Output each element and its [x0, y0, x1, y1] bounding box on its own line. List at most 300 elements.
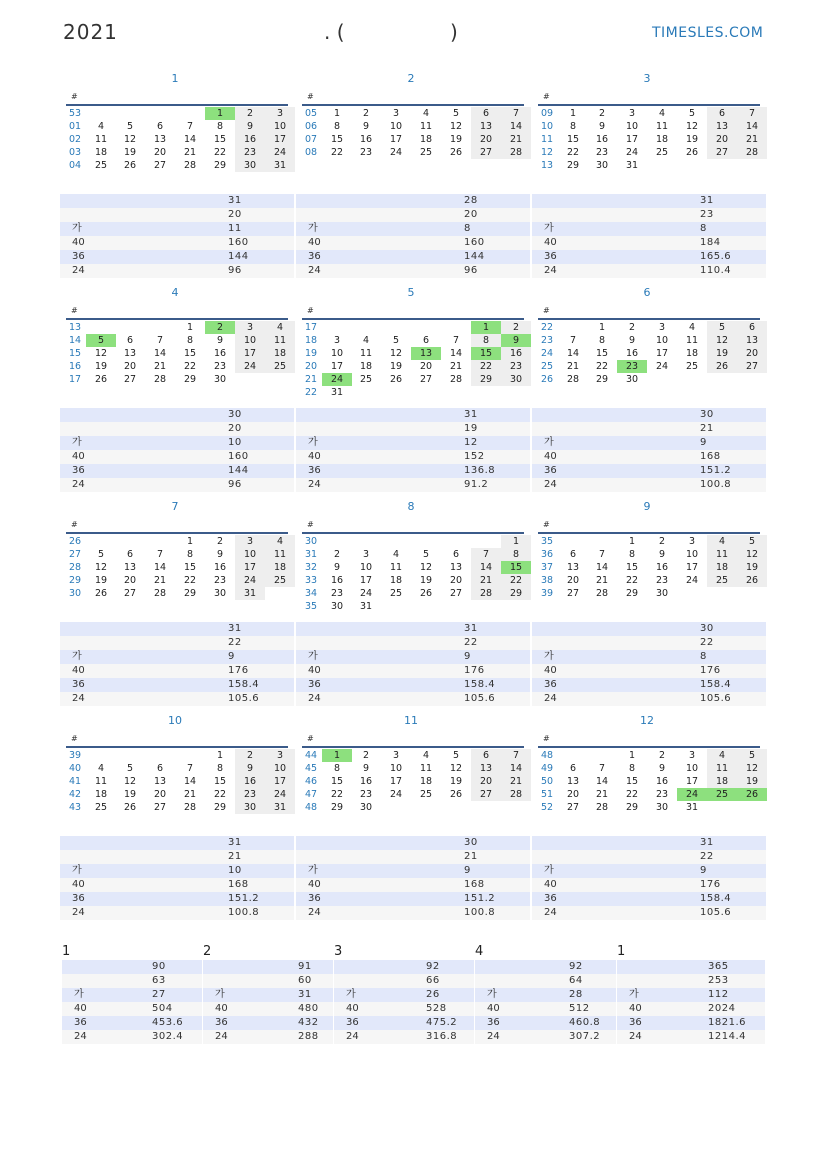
- day-cell[interactable]: 20: [471, 775, 501, 788]
- day-cell[interactable]: 21: [737, 133, 767, 146]
- day-cell[interactable]: 6: [707, 107, 737, 120]
- day-cell[interactable]: 10: [685, 763, 699, 774]
- month-name[interactable]: 3: [643, 72, 651, 85]
- day-cell[interactable]: 8: [216, 121, 224, 132]
- day-cell[interactable]: 16: [595, 134, 609, 145]
- day-cell[interactable]: 28: [595, 802, 609, 813]
- day-cell[interactable]: 16: [625, 348, 639, 359]
- day-cell[interactable]: 9: [362, 121, 370, 132]
- day-cell[interactable]: 4: [422, 750, 430, 761]
- day-cell[interactable]: 31: [330, 387, 344, 398]
- day-cell[interactable]: 5: [688, 108, 696, 119]
- day-cell[interactable]: 24: [235, 574, 265, 587]
- day-cell[interactable]: 23: [501, 360, 531, 373]
- day-cell[interactable]: 28: [501, 146, 531, 159]
- day-cell[interactable]: 4: [265, 535, 295, 548]
- day-cell[interactable]: 7: [501, 749, 531, 762]
- day-cell[interactable]: 2: [235, 749, 265, 762]
- day-cell[interactable]: 17: [685, 776, 699, 787]
- day-cell[interactable]: 24: [677, 788, 707, 801]
- day-cell[interactable]: 31: [359, 601, 373, 612]
- day-cell[interactable]: 13: [123, 348, 137, 359]
- day-cell[interactable]: 15: [566, 134, 580, 145]
- day-cell[interactable]: 28: [449, 374, 463, 385]
- day-cell[interactable]: 17: [389, 776, 403, 787]
- day-cell[interactable]: 4: [265, 321, 295, 334]
- month-name[interactable]: 4: [171, 286, 179, 299]
- day-cell[interactable]: 16: [213, 348, 227, 359]
- day-cell[interactable]: 12: [94, 348, 108, 359]
- day-cell[interactable]: 27: [123, 588, 137, 599]
- day-cell[interactable]: 9: [216, 549, 224, 560]
- day-cell[interactable]: 23: [359, 789, 373, 800]
- day-cell[interactable]: 11: [707, 762, 737, 775]
- day-cell[interactable]: 4: [362, 335, 370, 346]
- day-cell[interactable]: 28: [566, 374, 580, 385]
- month-name[interactable]: 11: [404, 714, 418, 727]
- day-cell[interactable]: 12: [707, 334, 737, 347]
- day-cell[interactable]: 19: [737, 561, 767, 574]
- month-name[interactable]: 12: [640, 714, 654, 727]
- day-cell[interactable]: 11: [265, 548, 295, 561]
- day-cell[interactable]: 24: [655, 361, 669, 372]
- day-cell[interactable]: 6: [422, 335, 430, 346]
- day-cell[interactable]: 10: [235, 334, 265, 347]
- day-cell[interactable]: 12: [389, 348, 403, 359]
- day-cell[interactable]: 18: [265, 347, 295, 360]
- day-cell[interactable]: 9: [362, 763, 370, 774]
- day-cell[interactable]: 15: [213, 134, 227, 145]
- day-cell[interactable]: 27: [471, 146, 501, 159]
- month-name[interactable]: 7: [171, 500, 179, 513]
- day-cell[interactable]: 30: [501, 373, 531, 386]
- day-cell[interactable]: 10: [265, 762, 295, 775]
- day-cell[interactable]: 9: [235, 120, 265, 133]
- day-cell[interactable]: 2: [628, 322, 636, 333]
- day-cell[interactable]: 22: [566, 147, 580, 158]
- month-name[interactable]: 8: [407, 500, 415, 513]
- day-cell[interactable]: 1: [501, 535, 531, 548]
- day-cell[interactable]: 20: [123, 575, 137, 586]
- day-cell[interactable]: 6: [156, 121, 164, 132]
- day-cell[interactable]: 14: [566, 348, 580, 359]
- day-cell[interactable]: 19: [449, 776, 463, 787]
- day-cell[interactable]: 6: [126, 549, 134, 560]
- day-cell[interactable]: 26: [419, 588, 433, 599]
- day-cell[interactable]: 11: [419, 121, 433, 132]
- day-cell[interactable]: 22: [625, 575, 639, 586]
- day-cell[interactable]: 11: [685, 335, 699, 346]
- day-cell[interactable]: 18: [359, 361, 373, 372]
- day-cell[interactable]: 18: [419, 134, 433, 145]
- day-cell[interactable]: 25: [685, 361, 699, 372]
- day-cell[interactable]: 17: [265, 133, 295, 146]
- day-cell[interactable]: 27: [419, 374, 433, 385]
- day-cell[interactable]: 15: [183, 348, 197, 359]
- day-cell[interactable]: 13: [123, 562, 137, 573]
- day-cell[interactable]: 26: [94, 588, 108, 599]
- day-cell[interactable]: 16: [330, 575, 344, 586]
- day-cell[interactable]: 17: [330, 361, 344, 372]
- day-cell[interactable]: 4: [707, 749, 737, 762]
- day-cell[interactable]: 9: [216, 335, 224, 346]
- day-cell[interactable]: 24: [359, 588, 373, 599]
- day-cell[interactable]: 12: [123, 134, 137, 145]
- day-cell[interactable]: 19: [94, 575, 108, 586]
- day-cell[interactable]: 27: [737, 360, 767, 373]
- day-cell[interactable]: 7: [452, 335, 460, 346]
- day-cell[interactable]: 25: [359, 374, 373, 385]
- day-cell[interactable]: 23: [617, 360, 647, 373]
- day-cell[interactable]: 14: [501, 762, 531, 775]
- day-cell[interactable]: 17: [235, 561, 265, 574]
- day-cell[interactable]: 5: [452, 108, 460, 119]
- day-cell[interactable]: 18: [94, 147, 108, 158]
- day-cell[interactable]: 25: [94, 160, 108, 171]
- day-cell[interactable]: 10: [625, 121, 639, 132]
- day-cell[interactable]: 21: [501, 133, 531, 146]
- day-cell[interactable]: 31: [235, 587, 265, 600]
- day-cell[interactable]: 20: [471, 133, 501, 146]
- day-cell[interactable]: 18: [707, 561, 737, 574]
- day-cell[interactable]: 30: [655, 802, 669, 813]
- day-cell[interactable]: 17: [685, 562, 699, 573]
- day-cell[interactable]: 4: [97, 763, 105, 774]
- day-cell[interactable]: 25: [94, 802, 108, 813]
- month-name[interactable]: 1: [171, 72, 179, 85]
- day-cell[interactable]: 6: [471, 749, 501, 762]
- day-cell[interactable]: 29: [566, 160, 580, 171]
- day-cell[interactable]: 29: [213, 802, 227, 813]
- day-cell[interactable]: 26: [94, 374, 108, 385]
- day-cell[interactable]: 21: [471, 574, 501, 587]
- day-cell[interactable]: 27: [566, 802, 580, 813]
- day-cell[interactable]: 5: [737, 749, 767, 762]
- day-cell[interactable]: 13: [566, 776, 580, 787]
- day-cell[interactable]: 1: [333, 108, 341, 119]
- day-cell[interactable]: 24: [265, 788, 295, 801]
- day-cell[interactable]: 19: [737, 775, 767, 788]
- month-name[interactable]: 10: [168, 714, 182, 727]
- day-cell[interactable]: 13: [737, 334, 767, 347]
- day-cell[interactable]: 7: [156, 549, 164, 560]
- day-cell[interactable]: 23: [655, 789, 669, 800]
- day-cell[interactable]: 1: [598, 322, 606, 333]
- day-cell[interactable]: 17: [389, 134, 403, 145]
- day-cell[interactable]: 18: [94, 789, 108, 800]
- day-cell[interactable]: 26: [449, 147, 463, 158]
- day-cell[interactable]: 23: [655, 575, 669, 586]
- day-cell[interactable]: 26: [389, 374, 403, 385]
- day-cell[interactable]: 1: [322, 749, 352, 762]
- day-cell[interactable]: 22: [595, 361, 609, 372]
- day-cell[interactable]: 5: [86, 334, 116, 347]
- day-cell[interactable]: 27: [153, 802, 167, 813]
- day-cell[interactable]: 9: [628, 335, 636, 346]
- day-cell[interactable]: 12: [449, 121, 463, 132]
- day-cell[interactable]: 3: [392, 108, 400, 119]
- day-cell[interactable]: 6: [569, 549, 577, 560]
- day-cell[interactable]: 25: [655, 147, 669, 158]
- day-cell[interactable]: 19: [449, 134, 463, 145]
- day-cell[interactable]: 1: [628, 750, 636, 761]
- day-cell[interactable]: 5: [707, 321, 737, 334]
- day-cell[interactable]: 10: [265, 120, 295, 133]
- day-cell[interactable]: 11: [707, 548, 737, 561]
- day-cell[interactable]: 17: [359, 575, 373, 586]
- day-cell[interactable]: 10: [359, 562, 373, 573]
- day-cell[interactable]: 21: [501, 775, 531, 788]
- day-cell[interactable]: 10: [685, 549, 699, 560]
- day-cell[interactable]: 4: [707, 535, 737, 548]
- day-cell[interactable]: 25: [419, 147, 433, 158]
- day-cell[interactable]: 17: [655, 348, 669, 359]
- day-cell[interactable]: 13: [449, 562, 463, 573]
- day-cell[interactable]: 2: [235, 107, 265, 120]
- day-cell[interactable]: 3: [362, 549, 370, 560]
- day-cell[interactable]: 7: [569, 335, 577, 346]
- day-cell[interactable]: 30: [213, 588, 227, 599]
- day-cell[interactable]: 31: [265, 801, 295, 814]
- month-name[interactable]: 6: [643, 286, 651, 299]
- day-cell[interactable]: 1: [569, 108, 577, 119]
- day-cell[interactable]: 11: [389, 562, 403, 573]
- day-cell[interactable]: 28: [153, 588, 167, 599]
- day-cell[interactable]: 22: [213, 147, 227, 158]
- day-cell[interactable]: 1: [471, 321, 501, 334]
- day-cell[interactable]: 24: [389, 147, 403, 158]
- day-cell[interactable]: 7: [598, 763, 606, 774]
- day-cell[interactable]: 5: [97, 549, 105, 560]
- day-cell[interactable]: 21: [183, 147, 197, 158]
- day-cell[interactable]: 19: [685, 134, 699, 145]
- site-logo-link[interactable]: TIMESLES.COM: [652, 25, 764, 41]
- day-cell[interactable]: 17: [265, 775, 295, 788]
- day-cell[interactable]: 27: [449, 588, 463, 599]
- day-cell[interactable]: 3: [265, 749, 295, 762]
- day-cell[interactable]: 26: [737, 788, 767, 801]
- day-cell[interactable]: 30: [213, 374, 227, 385]
- day-cell[interactable]: 12: [449, 763, 463, 774]
- day-cell[interactable]: 1: [216, 750, 224, 761]
- day-cell[interactable]: 16: [235, 133, 265, 146]
- day-cell[interactable]: 17: [625, 134, 639, 145]
- day-cell[interactable]: 21: [153, 575, 167, 586]
- day-cell[interactable]: 19: [389, 361, 403, 372]
- day-cell[interactable]: 24: [235, 360, 265, 373]
- day-cell[interactable]: 22: [183, 361, 197, 372]
- day-cell[interactable]: 23: [359, 147, 373, 158]
- day-cell[interactable]: 23: [235, 146, 265, 159]
- day-cell[interactable]: 6: [569, 763, 577, 774]
- month-name[interactable]: 5: [407, 286, 415, 299]
- day-cell[interactable]: 22: [213, 789, 227, 800]
- day-cell[interactable]: 6: [156, 763, 164, 774]
- day-cell[interactable]: 2: [501, 321, 531, 334]
- day-cell[interactable]: 26: [685, 147, 699, 158]
- day-cell[interactable]: 16: [655, 776, 669, 787]
- day-cell[interactable]: 25: [265, 574, 295, 587]
- day-cell[interactable]: 6: [471, 107, 501, 120]
- day-cell[interactable]: 14: [183, 134, 197, 145]
- day-cell[interactable]: 3: [392, 750, 400, 761]
- day-cell[interactable]: 8: [333, 763, 341, 774]
- day-cell[interactable]: 8: [628, 549, 636, 560]
- day-cell[interactable]: 19: [123, 147, 137, 158]
- day-cell[interactable]: 9: [501, 334, 531, 347]
- day-cell[interactable]: 18: [685, 348, 699, 359]
- day-cell[interactable]: 5: [392, 335, 400, 346]
- day-cell[interactable]: 14: [595, 562, 609, 573]
- day-cell[interactable]: 6: [126, 335, 134, 346]
- day-cell[interactable]: 26: [449, 789, 463, 800]
- day-cell[interactable]: 15: [625, 562, 639, 573]
- day-cell[interactable]: 6: [737, 321, 767, 334]
- day-cell[interactable]: 27: [707, 146, 737, 159]
- day-cell[interactable]: 25: [265, 360, 295, 373]
- day-cell[interactable]: 14: [501, 120, 531, 133]
- day-cell[interactable]: 20: [566, 789, 580, 800]
- day-cell[interactable]: 4: [422, 108, 430, 119]
- day-cell[interactable]: 29: [183, 588, 197, 599]
- day-cell[interactable]: 25: [389, 588, 403, 599]
- day-cell[interactable]: 10: [330, 348, 344, 359]
- day-cell[interactable]: 12: [737, 762, 767, 775]
- day-cell[interactable]: 23: [235, 788, 265, 801]
- day-cell[interactable]: 12: [419, 562, 433, 573]
- day-cell[interactable]: 29: [501, 587, 531, 600]
- day-cell[interactable]: 31: [685, 802, 699, 813]
- day-cell[interactable]: 30: [655, 588, 669, 599]
- day-cell[interactable]: 20: [153, 147, 167, 158]
- day-cell[interactable]: 13: [566, 562, 580, 573]
- day-cell[interactable]: 2: [362, 108, 370, 119]
- day-cell[interactable]: 2: [658, 536, 666, 547]
- day-cell[interactable]: 23: [213, 575, 227, 586]
- day-cell[interactable]: 13: [471, 762, 501, 775]
- day-cell[interactable]: 3: [688, 750, 696, 761]
- day-cell[interactable]: 2: [205, 321, 235, 334]
- day-cell[interactable]: 5: [452, 750, 460, 761]
- day-cell[interactable]: 3: [265, 107, 295, 120]
- day-cell[interactable]: 30: [625, 374, 639, 385]
- day-cell[interactable]: 20: [153, 789, 167, 800]
- day-cell[interactable]: 26: [123, 802, 137, 813]
- day-cell[interactable]: 10: [389, 121, 403, 132]
- day-cell[interactable]: 16: [359, 776, 373, 787]
- day-cell[interactable]: 18: [389, 575, 403, 586]
- day-cell[interactable]: 16: [501, 347, 531, 360]
- day-cell[interactable]: 16: [359, 134, 373, 145]
- day-cell[interactable]: 18: [265, 561, 295, 574]
- day-cell[interactable]: 15: [213, 776, 227, 787]
- day-cell[interactable]: 8: [186, 549, 194, 560]
- day-cell[interactable]: 15: [501, 561, 531, 574]
- day-cell[interactable]: 11: [265, 334, 295, 347]
- day-cell[interactable]: 18: [655, 134, 669, 145]
- day-cell[interactable]: 3: [628, 108, 636, 119]
- day-cell[interactable]: 11: [94, 776, 108, 787]
- day-cell[interactable]: 7: [186, 763, 194, 774]
- day-cell[interactable]: 30: [235, 801, 265, 814]
- day-cell[interactable]: 24: [322, 373, 352, 386]
- day-cell[interactable]: 28: [153, 374, 167, 385]
- day-cell[interactable]: 22: [501, 574, 531, 587]
- day-cell[interactable]: 8: [333, 121, 341, 132]
- day-cell[interactable]: 10: [655, 335, 669, 346]
- day-cell[interactable]: 9: [598, 121, 606, 132]
- day-cell[interactable]: 29: [471, 373, 501, 386]
- day-cell[interactable]: 8: [628, 763, 636, 774]
- day-cell[interactable]: 16: [655, 562, 669, 573]
- month-name[interactable]: 2: [407, 72, 415, 85]
- day-cell[interactable]: 23: [595, 147, 609, 158]
- day-cell[interactable]: 27: [123, 374, 137, 385]
- day-cell[interactable]: 25: [707, 574, 737, 587]
- day-cell[interactable]: 30: [359, 802, 373, 813]
- day-cell[interactable]: 16: [235, 775, 265, 788]
- day-cell[interactable]: 26: [707, 360, 737, 373]
- day-cell[interactable]: 21: [595, 789, 609, 800]
- day-cell[interactable]: 20: [566, 575, 580, 586]
- day-cell[interactable]: 5: [422, 549, 430, 560]
- day-cell[interactable]: 30: [330, 601, 344, 612]
- day-cell[interactable]: 14: [153, 562, 167, 573]
- day-cell[interactable]: 1: [205, 107, 235, 120]
- day-cell[interactable]: 22: [330, 147, 344, 158]
- day-cell[interactable]: 11: [359, 348, 373, 359]
- day-cell[interactable]: 17: [235, 347, 265, 360]
- day-cell[interactable]: 3: [333, 335, 341, 346]
- day-cell[interactable]: 7: [501, 107, 531, 120]
- day-cell[interactable]: 26: [737, 574, 767, 587]
- day-cell[interactable]: 19: [94, 361, 108, 372]
- day-cell[interactable]: 29: [595, 374, 609, 385]
- day-cell[interactable]: 9: [658, 549, 666, 560]
- day-cell[interactable]: 5: [737, 535, 767, 548]
- day-cell[interactable]: 19: [123, 789, 137, 800]
- day-cell[interactable]: 21: [449, 361, 463, 372]
- day-cell[interactable]: 13: [707, 120, 737, 133]
- day-cell[interactable]: 12: [123, 776, 137, 787]
- day-cell[interactable]: 24: [389, 789, 403, 800]
- day-cell[interactable]: 31: [265, 159, 295, 172]
- day-cell[interactable]: 20: [449, 575, 463, 586]
- day-cell[interactable]: 22: [183, 575, 197, 586]
- day-cell[interactable]: 2: [333, 549, 341, 560]
- day-cell[interactable]: 28: [183, 802, 197, 813]
- day-cell[interactable]: 27: [566, 588, 580, 599]
- day-cell[interactable]: 29: [213, 160, 227, 171]
- day-cell[interactable]: 4: [97, 121, 105, 132]
- day-cell[interactable]: 25: [419, 789, 433, 800]
- day-cell[interactable]: 4: [658, 108, 666, 119]
- day-cell[interactable]: 14: [471, 561, 501, 574]
- day-cell[interactable]: 10: [389, 763, 403, 774]
- day-cell[interactable]: 4: [688, 322, 696, 333]
- day-cell[interactable]: 8: [598, 335, 606, 346]
- day-cell[interactable]: 15: [183, 562, 197, 573]
- day-cell[interactable]: 24: [685, 575, 699, 586]
- day-cell[interactable]: 11: [419, 763, 433, 774]
- day-cell[interactable]: 3: [235, 535, 265, 548]
- day-cell[interactable]: 20: [707, 133, 737, 146]
- day-cell[interactable]: 5: [126, 121, 134, 132]
- day-cell[interactable]: 22: [471, 360, 501, 373]
- day-cell[interactable]: 29: [625, 802, 639, 813]
- day-cell[interactable]: 21: [153, 361, 167, 372]
- day-cell[interactable]: 21: [566, 361, 580, 372]
